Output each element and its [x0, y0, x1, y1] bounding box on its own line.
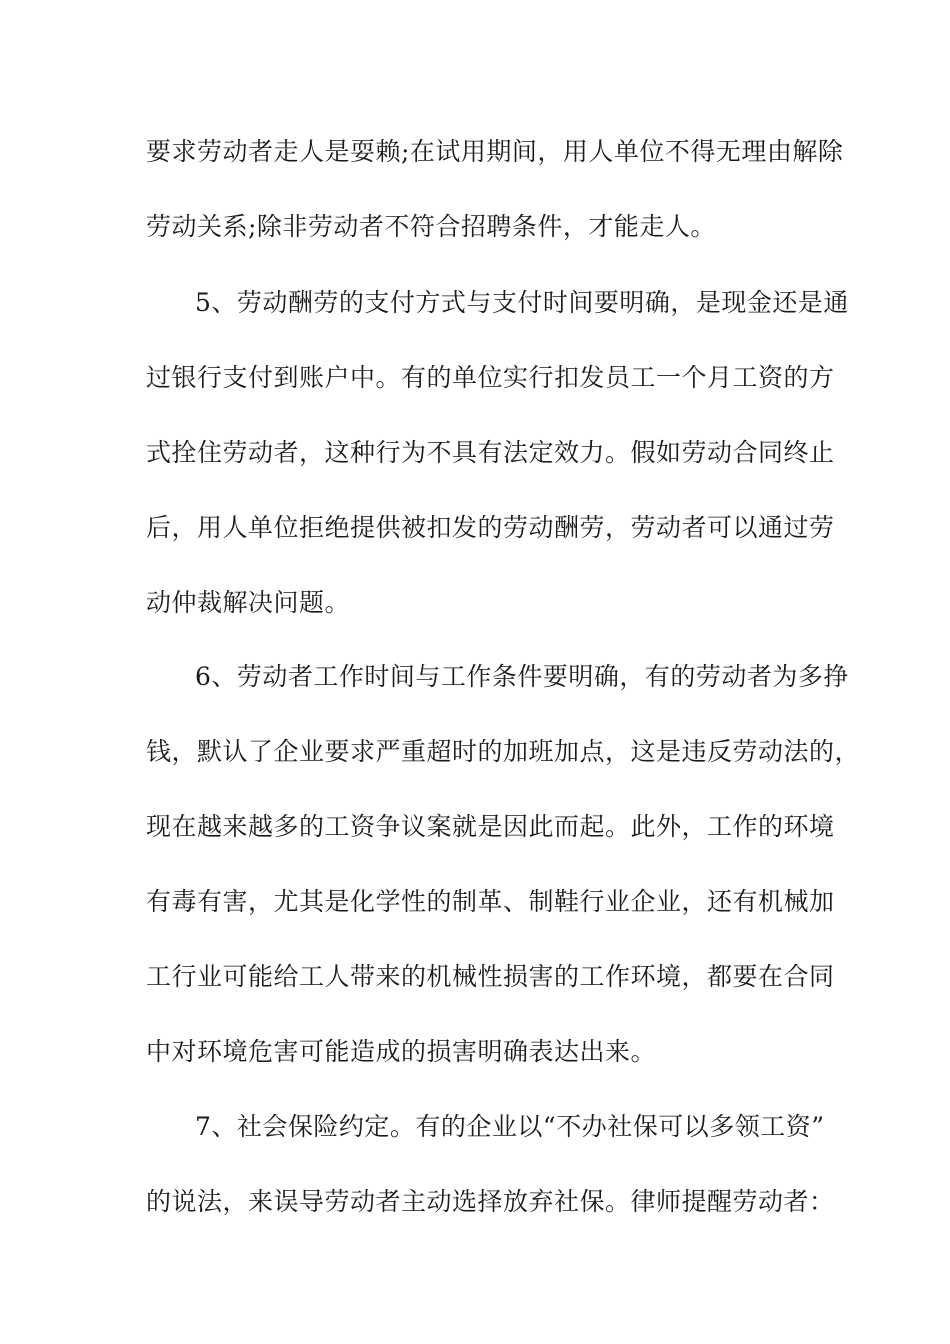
text-line: 要求劳动者走人是耍赖;在试用期间，用人单位不得无理由解除	[146, 137, 844, 166]
text-line: 式拴住劳动者，这种行为不具有法定效力。假如劳动合同终止	[146, 438, 835, 467]
paragraph-start-line: 6、劳动者工作时间与工作条件要明确，有的劳动者为多挣	[195, 662, 849, 691]
text-line: 中对环境危害可能造成的损害明确表达出来。	[146, 1037, 657, 1066]
paragraph-start-line: 7、社会保险约定。有的企业以“不办社保可以多领工资”	[195, 1112, 825, 1141]
text-line: 后，用人单位拒绝提供被扣发的劳动酬劳，劳动者可以通过劳	[146, 513, 835, 542]
text-line: 工行业可能给工人带来的机械性损害的工作环境，都要在合同	[146, 962, 835, 991]
paragraph-start-line: 5、劳动酬劳的支付方式与支付时间要明确，是现金还是通	[195, 288, 849, 317]
text-line: 的说法，来误导劳动者主动选择放弃社保。律师提醒劳动者：	[146, 1187, 835, 1216]
text-line: 过银行支付到账户中。有的单位实行扣发员工一个月工资的方	[146, 363, 835, 392]
text-line: 劳动关系;除非劳动者不符合招聘条件，才能走人。	[146, 212, 716, 241]
text-line: 钱，默认了企业要求严重超时的加班加点，这是违反劳动法的，	[146, 737, 861, 766]
text-line: 现在越来越多的工资争议案就是因此而起。此外，工作的环境	[146, 812, 835, 841]
text-line: 动仲裁解决问题。	[146, 588, 351, 617]
text-line: 有毒有害，尤其是化学性的制革、制鞋行业企业，还有机械加	[146, 887, 835, 916]
